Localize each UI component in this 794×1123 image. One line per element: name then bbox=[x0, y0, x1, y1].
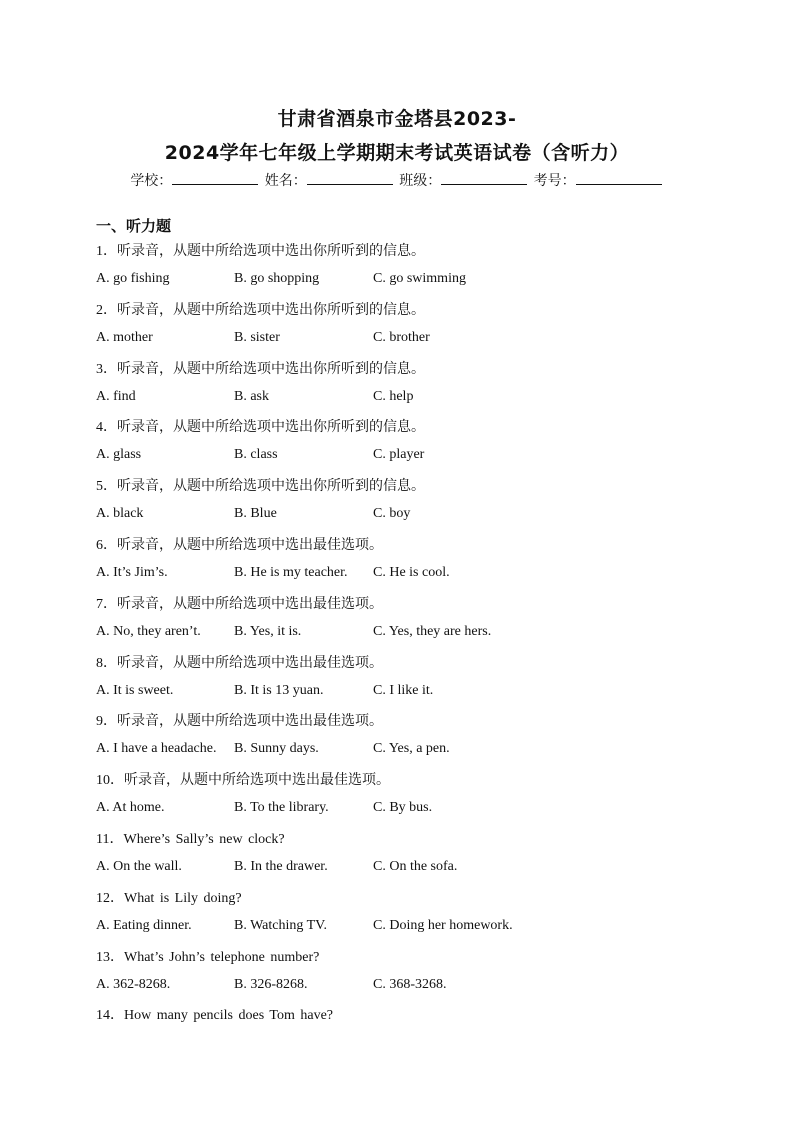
option-c[interactable]: C. On the sofa. bbox=[373, 859, 458, 874]
question-6 bbox=[96, 534, 383, 554]
option-a[interactable]: A. It’s Jim’s. bbox=[96, 565, 168, 580]
option-row bbox=[96, 918, 696, 936]
question-11 bbox=[96, 828, 285, 848]
question-number: 11． bbox=[96, 832, 124, 847]
question-3 bbox=[96, 358, 425, 378]
option-b[interactable]: B. Yes, it is. bbox=[234, 623, 302, 639]
question-7 bbox=[96, 593, 383, 613]
option-row bbox=[96, 624, 696, 642]
school-label: 学校： bbox=[130, 173, 173, 189]
option-c[interactable]: C. Doing her homework. bbox=[373, 917, 513, 933]
question-number: 5． bbox=[96, 479, 117, 495]
option-c[interactable]: C. help bbox=[373, 388, 414, 404]
question-text: 听录音，从题中所给选项中选出你所听到的信息。 bbox=[117, 478, 425, 495]
option-row bbox=[96, 447, 696, 465]
option-c[interactable]: C. Yes, they are hers. bbox=[373, 623, 492, 639]
option-row bbox=[96, 977, 696, 995]
question-number: 3． bbox=[96, 361, 117, 377]
option-b[interactable]: B. class bbox=[234, 447, 278, 463]
option-row bbox=[96, 741, 696, 759]
question-12 bbox=[96, 887, 242, 907]
option-row bbox=[96, 271, 696, 289]
option-row bbox=[96, 506, 696, 524]
question-number: 4． bbox=[96, 420, 117, 436]
option-a[interactable]: A. No, they aren’t. bbox=[96, 623, 201, 639]
option-b[interactable]: B. To the library. bbox=[234, 800, 329, 816]
option-c[interactable]: C. brother bbox=[373, 329, 430, 345]
option-a[interactable]: A. mother bbox=[96, 329, 153, 345]
exam-number-label: 考号： bbox=[533, 173, 576, 189]
option-c[interactable]: C. I like it. bbox=[373, 682, 434, 698]
question-text: 听录音，从题中所给选项中选出最佳选项。 bbox=[117, 537, 383, 553]
question-number: 14． bbox=[96, 1008, 124, 1024]
option-b[interactable]: B. In the drawer. bbox=[234, 859, 328, 874]
option-a[interactable]: A. find bbox=[96, 388, 136, 404]
question-2 bbox=[96, 299, 425, 319]
question-4 bbox=[96, 416, 425, 436]
question-text: What is Lily doing? bbox=[124, 890, 242, 906]
page-title-line-2: 2024学年七年级上学期期末考试英语试卷（含听力） bbox=[164, 142, 630, 164]
option-row bbox=[96, 683, 696, 701]
option-b[interactable]: B. He is my teacher. bbox=[234, 565, 348, 580]
option-b[interactable]: B. Sunny days. bbox=[234, 741, 319, 757]
question-text: 听录音，从题中所给选项中选出你所听到的信息。 bbox=[117, 243, 425, 259]
option-c[interactable]: C. go swimming bbox=[373, 271, 466, 286]
question-text: 听录音，从题中所给选项中选出最佳选项。 bbox=[117, 654, 383, 671]
option-a[interactable]: A. I have a headache. bbox=[96, 741, 217, 757]
option-b[interactable]: B. It is 13 yuan. bbox=[234, 682, 324, 698]
option-row bbox=[96, 330, 696, 348]
question-8 bbox=[96, 652, 383, 672]
option-b[interactable]: B. go shopping bbox=[234, 271, 320, 286]
school-field[interactable] bbox=[172, 170, 258, 185]
option-b[interactable]: B. 326-8268. bbox=[234, 976, 308, 992]
option-a[interactable]: A. 362-8268. bbox=[96, 976, 171, 992]
name-field[interactable] bbox=[307, 170, 393, 185]
option-c[interactable]: C. player bbox=[373, 447, 425, 463]
student-info-row bbox=[0, 170, 794, 190]
question-number: 2． bbox=[96, 302, 117, 318]
question-5 bbox=[96, 475, 425, 495]
option-c[interactable]: C. He is cool. bbox=[373, 565, 450, 580]
question-text: 听录音，从题中所给选项中选出最佳选项。 bbox=[117, 713, 383, 730]
option-b[interactable]: B. sister bbox=[234, 329, 280, 345]
question-text: 听录音，从题中所给选项中选出你所听到的信息。 bbox=[117, 301, 425, 318]
question-number: 12． bbox=[96, 890, 124, 906]
option-b[interactable]: B. ask bbox=[234, 388, 269, 404]
question-1 bbox=[96, 240, 425, 260]
option-a[interactable]: A. go fishing bbox=[96, 271, 170, 286]
option-row bbox=[96, 800, 696, 818]
question-14 bbox=[96, 1004, 333, 1024]
option-a[interactable]: A. glass bbox=[96, 447, 142, 463]
question-10 bbox=[96, 769, 390, 789]
question-text: 听录音，从题中所给选项中选出最佳选项。 bbox=[117, 595, 383, 612]
option-a[interactable]: A. On the wall. bbox=[96, 859, 182, 874]
option-b[interactable]: B. Blue bbox=[234, 506, 277, 522]
option-c[interactable]: C. Yes, a pen. bbox=[373, 741, 450, 757]
page-title-line-1: 甘肃省酒泉市金塔县2023- bbox=[277, 108, 517, 130]
question-9 bbox=[96, 710, 383, 730]
option-a[interactable]: A. black bbox=[96, 506, 144, 522]
section-title: 一、听力题 bbox=[96, 217, 172, 235]
question-text: How many pencils does Tom have? bbox=[124, 1008, 333, 1024]
question-text: 听录音，从题中所给选项中选出你所听到的信息。 bbox=[117, 419, 425, 436]
question-number: 13． bbox=[96, 949, 124, 965]
option-row bbox=[96, 565, 696, 583]
question-number: 7． bbox=[96, 596, 117, 612]
exam-number-field[interactable] bbox=[576, 170, 662, 185]
option-a[interactable]: A. Eating dinner. bbox=[96, 917, 192, 933]
question-number: 1． bbox=[96, 244, 117, 259]
option-row bbox=[96, 389, 696, 407]
question-text: What’s John’s telephone number? bbox=[124, 949, 320, 965]
class-field[interactable] bbox=[441, 170, 527, 185]
option-a[interactable]: A. It is sweet. bbox=[96, 682, 174, 698]
option-b[interactable]: B. Watching TV. bbox=[234, 917, 327, 933]
question-number: 6． bbox=[96, 538, 117, 553]
option-c[interactable]: C. By bus. bbox=[373, 800, 433, 816]
question-text: Where’s Sally’s new clock? bbox=[123, 832, 285, 847]
option-c[interactable]: C. 368-3268. bbox=[373, 976, 447, 992]
option-a[interactable]: A. At home. bbox=[96, 800, 165, 816]
option-row bbox=[96, 859, 696, 877]
option-c[interactable]: C. boy bbox=[373, 506, 411, 522]
class-label: 班级： bbox=[399, 173, 442, 189]
name-label: 姓名： bbox=[264, 173, 307, 189]
question-text: 听录音，从题中所给选项中选出最佳选项。 bbox=[124, 772, 390, 789]
question-number: 10． bbox=[96, 773, 124, 789]
question-number: 8． bbox=[96, 655, 117, 671]
question-text: 听录音，从题中所给选项中选出你所听到的信息。 bbox=[117, 360, 425, 377]
question-number: 9． bbox=[96, 714, 117, 730]
question-13 bbox=[96, 946, 319, 966]
